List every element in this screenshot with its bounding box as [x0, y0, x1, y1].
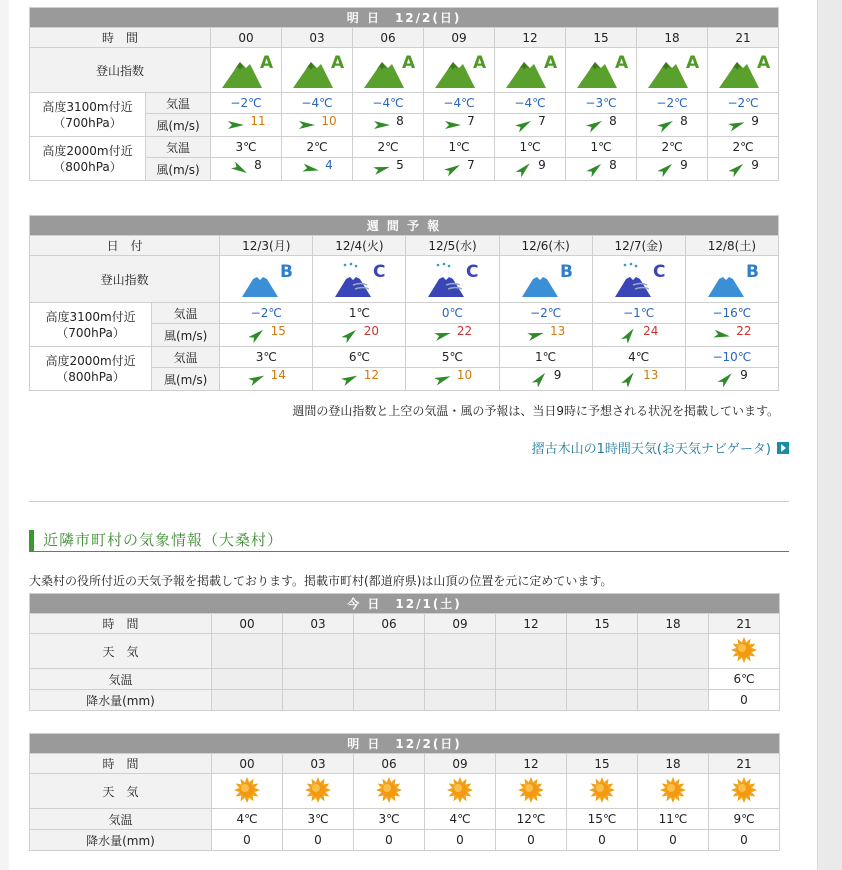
temp-cell: 3℃: [354, 809, 425, 830]
wind-arrow-icon: [526, 327, 546, 343]
empty-cell: [425, 669, 496, 690]
hour-cell: 15: [566, 28, 637, 48]
hour-cell: 18: [638, 614, 709, 634]
empty-cell: [496, 634, 567, 669]
temp-cell: 15℃: [567, 809, 638, 830]
wind-cell: [313, 368, 406, 391]
wind-cell: [424, 114, 495, 137]
page-content: [9, 0, 817, 870]
wind-arrow-icon: [372, 117, 392, 133]
weather-cell: [496, 774, 567, 809]
weather-cell: [354, 774, 425, 809]
wind-speed: 22: [736, 324, 752, 338]
wind-arrow-icon: [530, 371, 550, 387]
pressure-800-text: （800hPa）: [53, 159, 122, 174]
temp-label: 気温: [30, 809, 212, 830]
hour-cell: 00: [211, 28, 282, 48]
hour-cell: 12: [496, 614, 567, 634]
mountain-a-icon: [566, 50, 636, 90]
table-title: 今 日 12/1(土): [30, 594, 780, 614]
wind-speed: 7: [467, 158, 475, 172]
weather-label: 天 気: [30, 634, 212, 669]
time-header: 時 間: [30, 28, 211, 48]
sun-icon: [588, 776, 616, 807]
table-title: 週 間 予 報: [30, 216, 779, 236]
wind-cell: [499, 368, 592, 391]
svg-text:A: A: [757, 53, 771, 73]
climb-index-cell: [495, 48, 566, 93]
climb-index-cell: [353, 48, 424, 93]
temp-cell: −2℃: [637, 93, 708, 114]
precip-cell: 0: [709, 690, 780, 711]
wind-cell: [685, 368, 778, 391]
wind-speed: 4: [325, 158, 333, 172]
weather-label: 天 気: [30, 774, 212, 809]
svg-text:A: A: [402, 53, 416, 73]
climb-index-cell: [424, 48, 495, 93]
wind-arrow-icon: [716, 371, 736, 387]
altitude-2000-label: [30, 347, 152, 391]
altitude-3100-label: [30, 93, 146, 137]
temp-cell: −2℃: [220, 303, 313, 324]
empty-cell: [283, 634, 354, 669]
temp-cell: −3℃: [566, 93, 637, 114]
precip-cell: 0: [496, 830, 567, 851]
mountain-a-icon: [424, 50, 494, 90]
wind-cell: [566, 158, 637, 181]
wind-arrow-icon: [619, 327, 639, 343]
sun-icon: [375, 776, 403, 807]
empty-cell: [638, 669, 709, 690]
svg-text:A: A: [615, 53, 629, 73]
wind-cell: [406, 324, 499, 347]
hour-cell: 18: [637, 28, 708, 48]
wind-cell: [637, 114, 708, 137]
temp-cell: −4℃: [424, 93, 495, 114]
wind-speed: 8: [680, 114, 688, 128]
svg-text:B: B: [559, 262, 573, 282]
wind-cell: [282, 114, 353, 137]
precip-cell: 0: [425, 830, 496, 851]
empty-cell: [496, 690, 567, 711]
wind-arrow-icon: [433, 371, 453, 387]
empty-cell: [638, 690, 709, 711]
hour-cell: 21: [708, 28, 779, 48]
wind-speed: 9: [538, 158, 546, 172]
temp-cell: 3℃: [283, 809, 354, 830]
wind-arrow-icon: [297, 117, 317, 133]
wind-speed: 22: [456, 324, 473, 338]
weather-cell: [425, 774, 496, 809]
temp-cell: 11℃: [638, 809, 709, 830]
wind-arrow-icon: [433, 327, 453, 343]
wind-label: 風(m/s): [146, 114, 211, 137]
city-forecast-tomorrow-table: [29, 733, 780, 851]
empty-cell: [638, 634, 709, 669]
date-cell: 12/7(金): [592, 236, 685, 256]
temp-cell: 4℃: [425, 809, 496, 830]
wind-speed: 8: [609, 114, 617, 128]
wind-cell: [592, 368, 685, 391]
temp-label: 気温: [152, 303, 220, 324]
wind-cell: [499, 324, 592, 347]
wind-arrow-icon: [226, 117, 246, 133]
wind-label: 風(m/s): [152, 368, 220, 391]
precip-cell: 0: [709, 830, 780, 851]
wind-cell: [211, 158, 282, 181]
weather-cell: [567, 774, 638, 809]
altitude-2000-text: 高度2000m付近: [45, 353, 136, 368]
temp-cell: 1℃: [566, 137, 637, 158]
climb-index-cell: [566, 48, 637, 93]
climb-index-cell: [406, 256, 499, 303]
wind-speed: 5: [396, 158, 404, 172]
svg-text:C: C: [373, 262, 386, 282]
wind-speed: 14: [270, 368, 286, 382]
wind-arrow-icon: [585, 161, 605, 177]
empty-cell: [354, 669, 425, 690]
temp-cell: −16℃: [685, 303, 778, 324]
temp-cell: 2℃: [637, 137, 708, 158]
temp-cell: 5℃: [406, 347, 499, 368]
empty-cell: [496, 669, 567, 690]
temp-cell: −4℃: [353, 93, 424, 114]
wind-label: 風(m/s): [152, 324, 220, 347]
wind-cell: [353, 114, 424, 137]
climb-index-label: 登山指数: [30, 48, 211, 93]
climb-index-cell: [708, 48, 779, 93]
wind-cell: [211, 114, 282, 137]
date-cell: 12/4(火): [313, 236, 406, 256]
hour-cell: 03: [283, 614, 354, 634]
sun-icon: [517, 776, 545, 807]
wind-arrow-icon: [514, 117, 534, 133]
mountain-c-icon: [406, 259, 498, 299]
hour-cell: 09: [424, 28, 495, 48]
wind-arrow-icon: [230, 161, 250, 177]
wind-arrow-icon: [443, 161, 463, 177]
wind-speed: 8: [396, 114, 404, 128]
empty-cell: [354, 634, 425, 669]
wind-arrow-icon: [585, 117, 605, 133]
mountain-a-icon: [637, 50, 707, 90]
climb-index-cell: [220, 256, 313, 303]
sun-icon: [730, 636, 758, 667]
temp-cell: 1℃: [313, 303, 406, 324]
wind-cell: [313, 324, 406, 347]
time-header: 時 間: [30, 754, 212, 774]
wind-speed: 7: [538, 114, 546, 128]
hour-cell: 15: [567, 754, 638, 774]
temp-cell: −4℃: [282, 93, 353, 114]
precip-cell: 0: [567, 830, 638, 851]
wind-label: 風(m/s): [146, 158, 211, 181]
svg-text:A: A: [260, 53, 274, 73]
wind-arrow-icon: [443, 117, 463, 133]
precip-label: 降水量(mm): [30, 830, 212, 851]
city-forecast-today-table: [29, 593, 780, 711]
wind-arrow-icon: [340, 327, 360, 343]
wind-speed: 9: [553, 368, 562, 382]
hour-cell: 06: [354, 754, 425, 774]
temp-cell: 2℃: [353, 137, 424, 158]
temp-cell: −1℃: [592, 303, 685, 324]
climb-index-cell: [313, 256, 406, 303]
wind-cell: [282, 158, 353, 181]
mountain-a-icon: [211, 50, 281, 90]
temp-cell: −2℃: [211, 93, 282, 114]
temp-label: 気温: [30, 669, 212, 690]
wind-speed: 24: [643, 324, 659, 338]
wind-cell: [592, 324, 685, 347]
mountain-a-icon: [282, 50, 352, 90]
hour-cell: 06: [353, 28, 424, 48]
pressure-800-text: （800hPa）: [56, 369, 125, 384]
temp-cell: 1℃: [499, 347, 592, 368]
wind-arrow-icon: [301, 161, 321, 177]
empty-cell: [354, 690, 425, 711]
wind-arrow-icon: [656, 161, 676, 177]
mountain-a-icon: [708, 50, 778, 90]
hourly-weather-link[interactable]: [29, 438, 789, 457]
altitude-3100-label: [30, 303, 152, 347]
wind-speed: 9: [740, 368, 748, 382]
wind-arrow-icon: [247, 327, 267, 343]
wind-arrow-icon: [656, 117, 676, 133]
wind-cell: [708, 114, 779, 137]
hour-cell: 03: [283, 754, 354, 774]
wind-arrow-icon: [340, 371, 360, 387]
wind-speed: 8: [254, 158, 262, 172]
wind-cell: [220, 368, 313, 391]
temp-cell: 0℃: [406, 303, 499, 324]
hour-cell: 03: [282, 28, 353, 48]
svg-text:A: A: [544, 53, 558, 73]
table-title: 明 日 12/2(日): [30, 8, 779, 28]
empty-cell: [212, 690, 283, 711]
precip-cell: 0: [212, 830, 283, 851]
temp-cell: −2℃: [499, 303, 592, 324]
wind-cell: [708, 158, 779, 181]
temp-cell: 1℃: [495, 137, 566, 158]
weather-cell: [212, 774, 283, 809]
empty-cell: [212, 634, 283, 669]
wind-cell: [353, 158, 424, 181]
wind-cell: [495, 158, 566, 181]
altitude-3100-text: 高度3100m付近: [45, 309, 136, 324]
section-divider: [29, 501, 789, 502]
table-title: 明 日 12/2(日): [30, 734, 780, 754]
climb-index-cell: [685, 256, 778, 303]
wind-cell: [495, 114, 566, 137]
climb-index-cell: [211, 48, 282, 93]
wind-arrow-icon: [727, 161, 747, 177]
altitude-2000-label: [30, 137, 146, 181]
mountain-forecast-tomorrow-table: [29, 7, 779, 181]
temp-cell: 4℃: [212, 809, 283, 830]
svg-text:A: A: [686, 53, 700, 73]
svg-text:B: B: [280, 262, 294, 282]
temp-cell: 1℃: [424, 137, 495, 158]
wind-speed: 11: [250, 114, 266, 128]
climb-index-cell: [499, 256, 592, 303]
date-cell: 12/5(水): [406, 236, 499, 256]
hour-cell: 12: [496, 754, 567, 774]
temp-cell: 3℃: [211, 137, 282, 158]
empty-cell: [567, 669, 638, 690]
wind-arrow-icon: [372, 161, 392, 177]
sun-icon: [304, 776, 332, 807]
wind-arrow-icon: [712, 327, 732, 343]
wind-speed: 10: [321, 114, 337, 128]
mountain-a-icon: [495, 50, 565, 90]
weather-cell: [709, 634, 780, 669]
svg-text:A: A: [473, 53, 487, 73]
hour-cell: 09: [425, 614, 496, 634]
temp-label: 気温: [146, 93, 211, 114]
temp-cell: 2℃: [708, 137, 779, 158]
empty-cell: [212, 669, 283, 690]
section-description: 大桑村の役所付近の天気予報を掲載しております。掲載市町村(都道府県)は山頂の位置を元に定めています。: [29, 574, 613, 588]
wind-cell: [637, 158, 708, 181]
climb-index-cell: [637, 48, 708, 93]
right-scroll-area[interactable]: [817, 0, 842, 870]
section-title: 近隣市町村の気象情報（大桑村）: [29, 530, 789, 552]
hour-cell: 09: [425, 754, 496, 774]
weather-cell: [638, 774, 709, 809]
precip-label: 降水量(mm): [30, 690, 212, 711]
temp-cell: −4℃: [495, 93, 566, 114]
precip-cell: 0: [354, 830, 425, 851]
hour-cell: 00: [212, 614, 283, 634]
wind-speed: 9: [751, 114, 759, 128]
weekly-note: 週間の登山指数と上空の気温・風の予報は、当日9時に予想される状況を掲載しています。: [292, 404, 779, 418]
mountain-c-icon: [593, 259, 685, 299]
wind-arrow-icon: [727, 117, 747, 133]
wind-speed: 13: [643, 368, 659, 382]
weekly-forecast-table: [29, 215, 779, 391]
empty-cell: [425, 634, 496, 669]
wind-cell: [406, 368, 499, 391]
temp-label: 気温: [152, 347, 220, 368]
date-cell: 12/6(木): [499, 236, 592, 256]
hour-cell: 06: [354, 614, 425, 634]
temp-cell: 6℃: [313, 347, 406, 368]
climb-index-cell: [282, 48, 353, 93]
mountain-a-icon: [353, 50, 423, 90]
wind-speed: 10: [456, 368, 473, 382]
wind-speed: 9: [751, 158, 759, 172]
wind-arrow-icon: [514, 161, 534, 177]
pressure-700-text: （700hPa）: [56, 325, 125, 340]
climb-index-label: 登山指数: [30, 256, 220, 303]
mountain-b-icon: [220, 259, 312, 299]
empty-cell: [283, 690, 354, 711]
date-cell: 12/8(土): [685, 236, 778, 256]
sun-icon: [233, 776, 261, 807]
wind-arrow-icon: [619, 371, 639, 387]
mountain-c-icon: [313, 259, 405, 299]
hour-cell: 12: [495, 28, 566, 48]
mountain-b-icon: [500, 259, 592, 299]
play-arrow-icon[interactable]: [777, 442, 789, 454]
temp-cell: 12℃: [496, 809, 567, 830]
temp-label: 気温: [146, 137, 211, 158]
wind-arrow-icon: [247, 371, 267, 387]
hour-cell: 18: [638, 754, 709, 774]
wind-speed: 13: [549, 324, 566, 338]
wind-speed: 9: [680, 158, 688, 172]
hour-cell: 15: [567, 614, 638, 634]
climb-index-cell: [592, 256, 685, 303]
weather-cell: [283, 774, 354, 809]
wind-cell: [220, 324, 313, 347]
sun-icon: [446, 776, 474, 807]
empty-cell: [567, 690, 638, 711]
svg-text:C: C: [466, 262, 479, 282]
wind-speed: 7: [467, 114, 475, 128]
sun-icon: [730, 776, 758, 807]
empty-cell: [567, 634, 638, 669]
weather-cell: [709, 774, 780, 809]
svg-text:A: A: [331, 53, 345, 73]
mountain-b-icon: [686, 259, 778, 299]
wind-cell: [424, 158, 495, 181]
svg-text:B: B: [745, 262, 759, 282]
wind-speed: 8: [609, 158, 617, 172]
wind-speed: 12: [363, 368, 380, 382]
sun-icon: [659, 776, 687, 807]
altitude-3100-text: 高度3100m付近: [42, 99, 133, 114]
temp-cell: −2℃: [708, 93, 779, 114]
wind-speed: 15: [270, 324, 286, 338]
date-cell: 12/3(月): [220, 236, 313, 256]
altitude-2000-text: 高度2000m付近: [42, 143, 133, 158]
temp-cell: −10℃: [685, 347, 778, 368]
hour-cell: 21: [709, 614, 780, 634]
pressure-700-text: （700hPa）: [53, 115, 122, 130]
empty-cell: [283, 669, 354, 690]
svg-text:C: C: [652, 262, 666, 282]
wind-cell: [685, 324, 778, 347]
empty-cell: [425, 690, 496, 711]
hour-cell: 21: [709, 754, 780, 774]
precip-cell: 0: [283, 830, 354, 851]
time-header: 時 間: [30, 614, 212, 634]
hourly-weather-link-text[interactable]: 摺古木山の1時間天気(お天気ナビゲータ): [531, 442, 771, 457]
wind-cell: [566, 114, 637, 137]
temp-cell: 2℃: [282, 137, 353, 158]
precip-cell: 0: [638, 830, 709, 851]
wind-speed: 20: [363, 324, 380, 338]
temp-cell: 4℃: [592, 347, 685, 368]
temp-cell: 9℃: [709, 809, 780, 830]
temp-cell: 3℃: [220, 347, 313, 368]
date-header: 日 付: [30, 236, 220, 256]
hour-cell: 00: [212, 754, 283, 774]
temp-cell: 6℃: [709, 669, 780, 690]
